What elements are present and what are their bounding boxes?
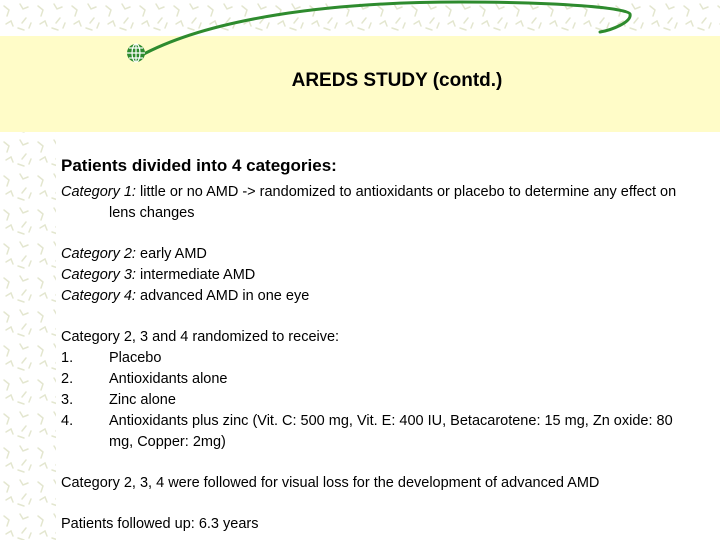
category-2 [61,244,681,265]
category-label: Category 3: [61,267,136,283]
category-3 [61,265,681,286]
list-number: 3. [61,392,74,408]
category-label: Category 2: [61,246,136,262]
list-item [61,348,681,369]
list-item [61,411,681,453]
category-label: Category 4: [61,288,136,304]
randomized-intro: Category 2, 3 and 4 randomized to receive: [61,329,340,345]
list-item [61,369,681,390]
list-number: 2. [61,371,74,387]
category-text: advanced AMD in one eye [140,288,310,304]
followup-text: Patients followed up: 6.3 years [61,516,259,532]
followed-text: Category 2, 3, 4 were followed for visual loss for the development of advanced AMD [61,475,600,491]
list-number: 4. [61,413,74,429]
category-4 [61,286,681,307]
list-text: Antioxidants alone [109,371,228,387]
section-heading: Patients divided into 4 categories: [61,156,337,175]
category-text: early AMD [140,246,207,262]
category-label: Category 1: [61,184,136,200]
globe-icon [127,44,145,62]
list-number: 1. [61,350,74,366]
list-item [61,390,681,411]
slide-content [61,155,681,535]
list-text: Zinc alone [109,392,176,408]
category-text: intermediate AMD [140,267,256,283]
category-text: little or no AMD -> randomized to antioxidants or placebo to determine any effect on lens changes [109,184,677,221]
category-1 [61,182,681,224]
list-text: Antioxidants plus zinc (Vit. C: 500 mg, Vit. E: 400 IU, Betacarotene: 15 mg, Zn oxide: 80 mg, Copper: 2mg) [109,413,673,450]
slide-title: AREDS STUDY (contd.) [291,70,503,91]
list-text: Placebo [109,350,162,366]
